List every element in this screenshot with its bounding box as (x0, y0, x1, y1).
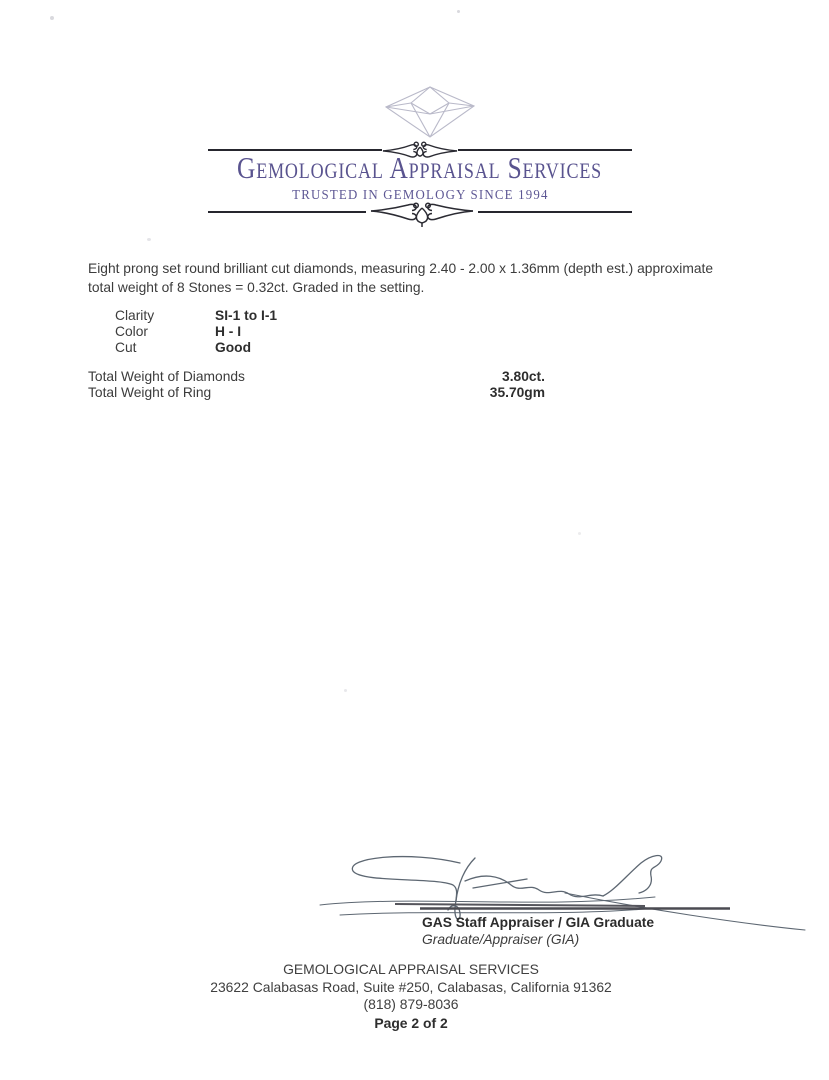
grading-row-clarity (115, 308, 277, 324)
totals-table (88, 369, 545, 401)
total-label: Total Weight of Ring (88, 385, 212, 401)
scan-speck (344, 689, 347, 692)
total-label: Total Weight of Diamonds (88, 369, 245, 384)
grading-value: SI-1 to I-1 (215, 308, 278, 323)
total-weight-ring-row (88, 385, 545, 401)
description-line: Eight prong set round brilliant cut diamonds, measuring 2.40 - 2.00 x 1.36mm (depth est.) approximate (88, 261, 714, 276)
grading-value: H - I (215, 324, 242, 340)
logo-title: Gemological Appraisal Services (237, 150, 603, 185)
scan-speck (50, 16, 54, 20)
item-description (88, 260, 768, 297)
logo-divider-bottom-left (208, 211, 366, 213)
grading-label: Color (115, 324, 148, 340)
grading-table (115, 308, 277, 357)
scan-speck (578, 532, 581, 535)
scan-speck (147, 238, 151, 241)
logo-tagline: TRUSTED IN GEMOLOGY SINCE 1994 (291, 188, 549, 203)
signature-line (395, 904, 645, 906)
grading-row-cut (115, 340, 277, 356)
diamond-icon (380, 86, 480, 138)
footer-address: 23622 Calabasas Road, Suite #250, Calabasas, California 91362 (210, 978, 612, 995)
page-number: Page 2 of 2 (374, 1015, 448, 1031)
total-weight-diamonds-row (88, 369, 545, 385)
footer-phone: (818) 879-8036 (363, 996, 459, 1012)
grading-value: Good (215, 340, 252, 356)
appraiser-title: GAS Staff Appraiser / GIA Graduate (422, 915, 655, 930)
total-value: 35.70gm (489, 385, 545, 401)
grading-row-color (115, 324, 277, 340)
scan-speck (457, 10, 460, 13)
total-value: 3.80ct. (502, 369, 545, 384)
description-line: total weight of 8 Stones = 0.32ct. Graded in the setting. (88, 279, 425, 295)
signature-scrawl (315, 833, 820, 948)
footer-company: GEMOLOGICAL APPRAISAL SERVICES (283, 961, 539, 977)
flourish-ornament-bottom (366, 200, 478, 228)
grading-label: Clarity (115, 308, 155, 323)
appraiser-subtitle: Graduate/Appraiser (GIA) (422, 932, 580, 947)
grading-label: Cut (115, 340, 137, 356)
logo-divider-bottom-right (478, 211, 632, 213)
